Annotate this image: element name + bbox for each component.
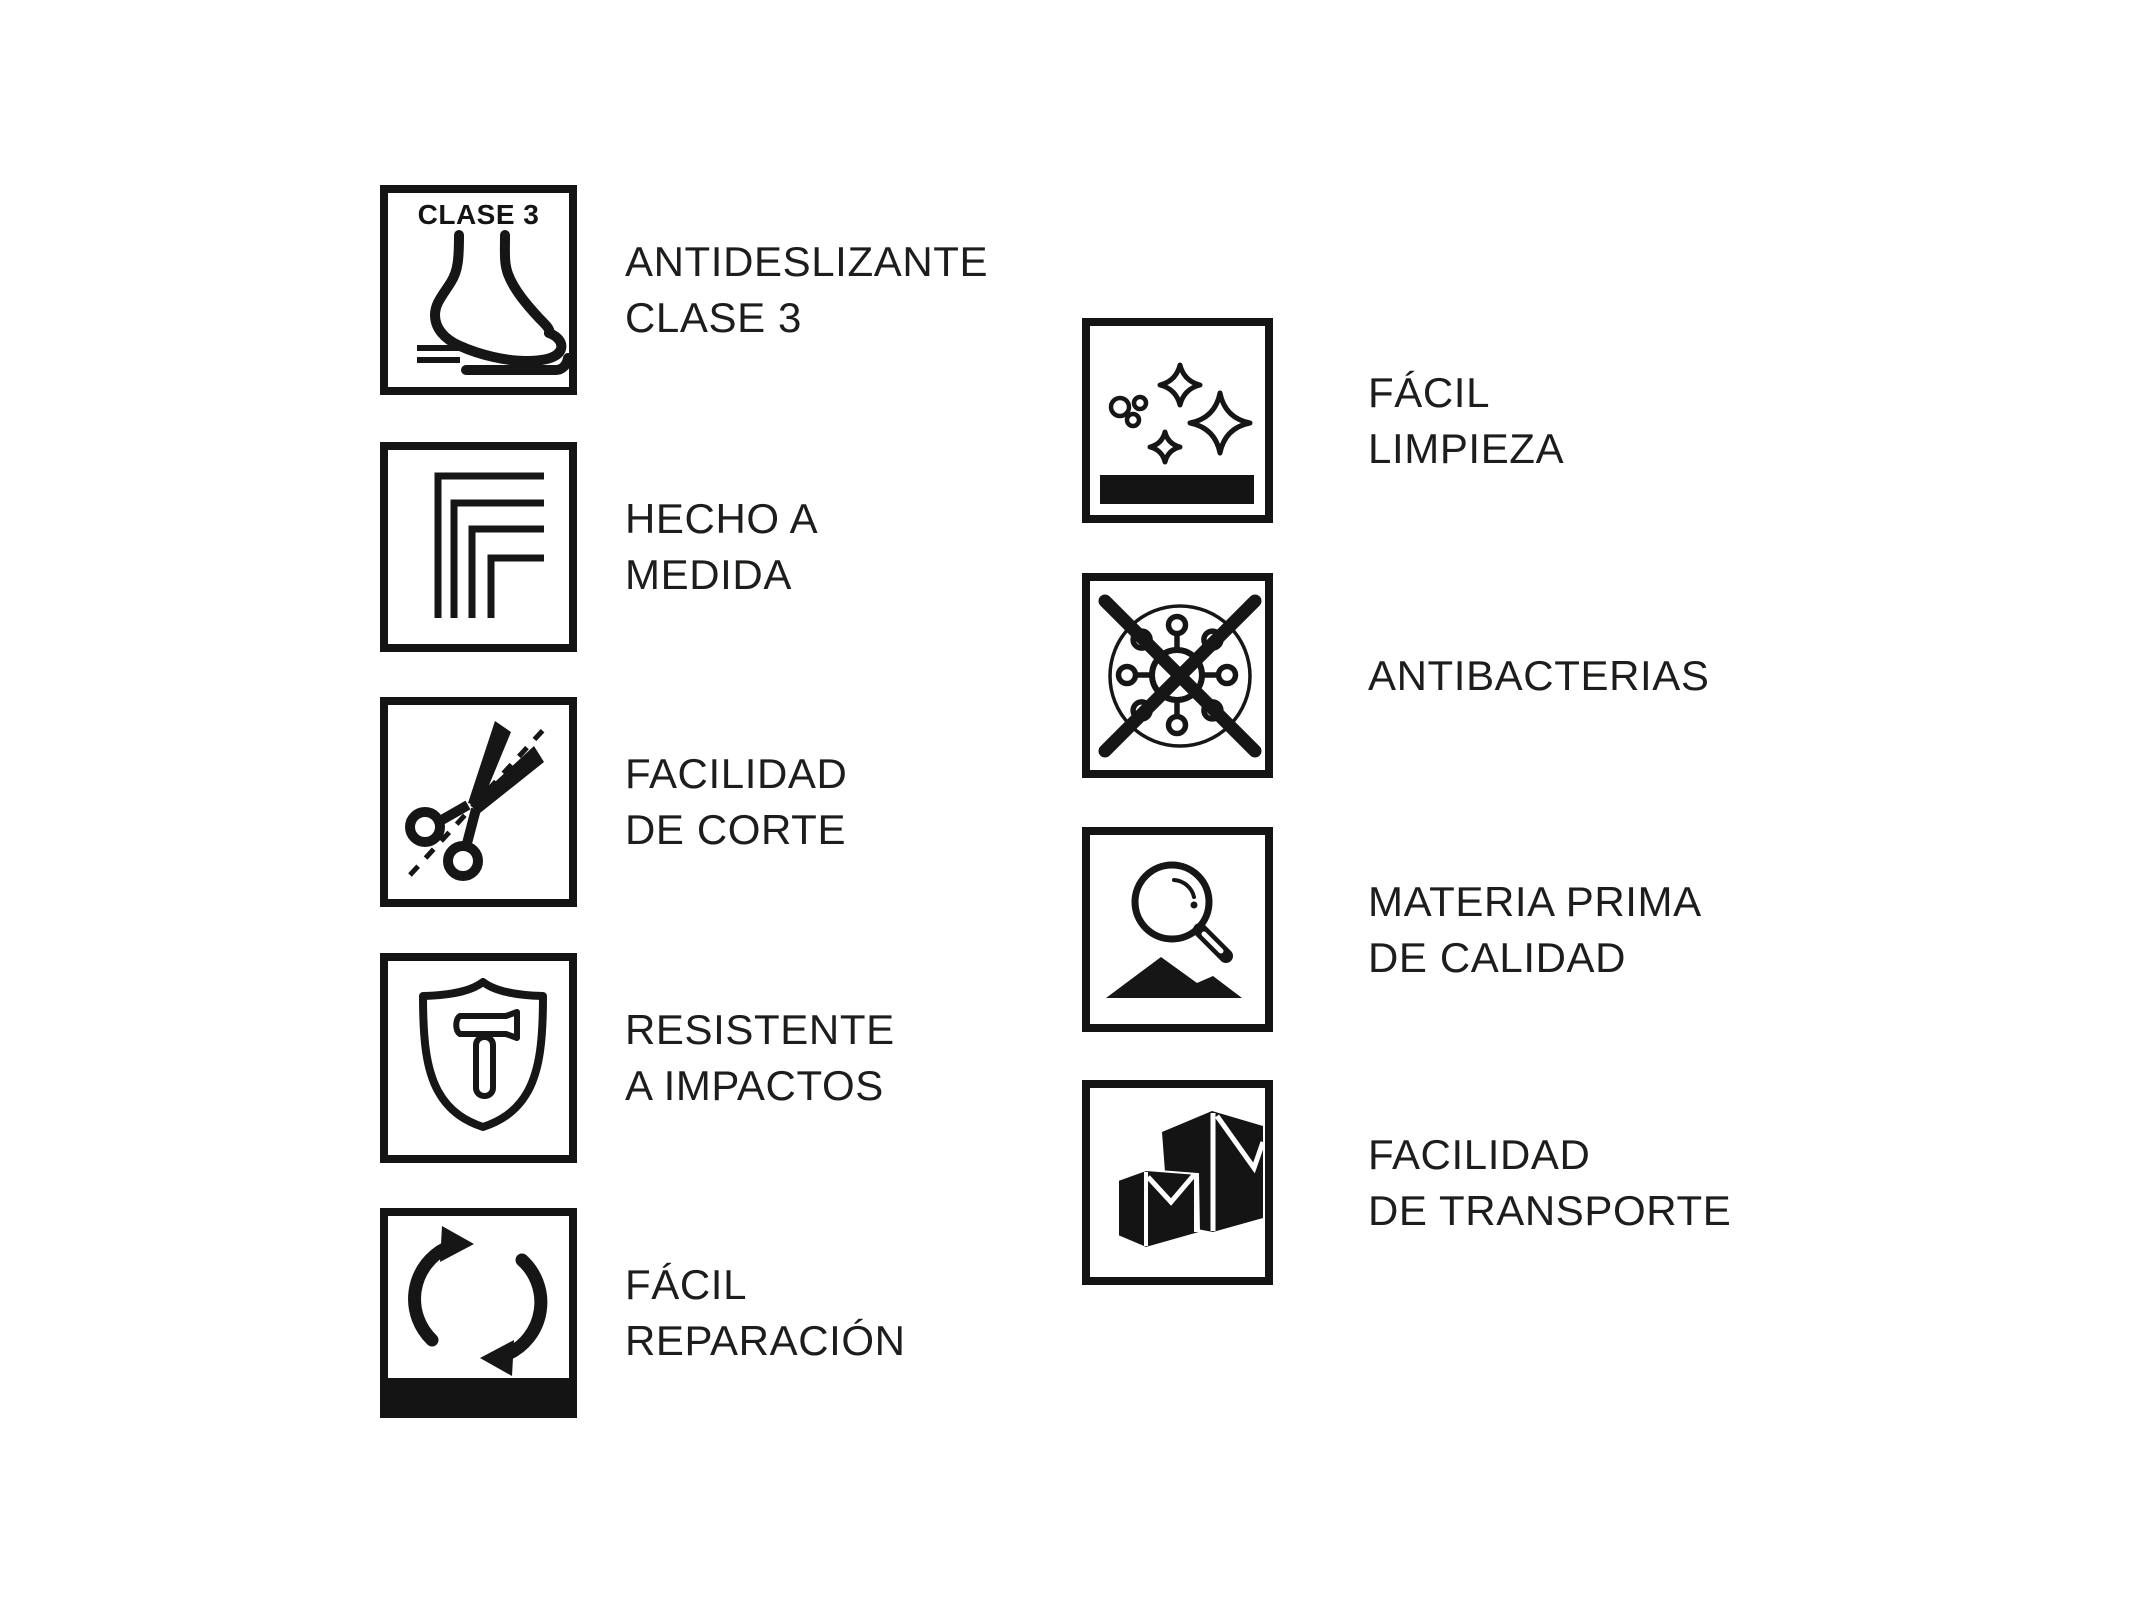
- magnifier-mountains-icon: [1090, 835, 1265, 1024]
- shield-hammer-icon: [388, 961, 569, 1155]
- no-bacteria-icon: [1090, 581, 1265, 770]
- resistente-a-impactos-icon-box: [380, 953, 577, 1163]
- foot-slip-icon: [388, 193, 569, 387]
- antibacterias-label: [1368, 573, 1710, 778]
- label-line: LIMPIEZA: [1368, 424, 1565, 472]
- label-line: FACILIDAD: [1368, 1130, 1591, 1178]
- sparkles-clean-icon: [1090, 326, 1265, 515]
- transport-boxes-icon: [1090, 1088, 1265, 1277]
- label-line: ANTIBACTERIAS: [1368, 651, 1710, 699]
- label-line: ANTIDESLIZANTE: [625, 238, 989, 285]
- label-line: A IMPACTOS: [625, 1062, 884, 1109]
- label-line: DE CALIDAD: [1368, 933, 1627, 981]
- repair-bottom-bar: [380, 1378, 577, 1418]
- custom-size-corners-icon: [388, 450, 569, 644]
- resistente-a-impactos-label: [625, 953, 895, 1163]
- hecho-a-medida-label: [625, 442, 818, 652]
- label-line: FÁCIL: [1368, 368, 1491, 416]
- materia-prima-label: [1368, 827, 1702, 1032]
- label-line: MATERIA PRIMA: [1368, 877, 1702, 925]
- facil-reparacion-icon-box: [380, 1208, 577, 1418]
- label-line: DE TRANSPORTE: [1368, 1186, 1732, 1234]
- label-line: DE CORTE: [625, 806, 847, 853]
- antideslizante-label: [625, 185, 988, 395]
- scissors-cut-icon: [388, 705, 569, 899]
- label-line: FÁCIL: [625, 1261, 748, 1308]
- facil-limpieza-label: [1368, 318, 1564, 523]
- hecho-a-medida-icon-box: [380, 442, 577, 652]
- materia-prima-icon-box: [1082, 827, 1273, 1032]
- clase-3-badge: CLASE 3: [417, 199, 540, 230]
- label-line: MEDIDA: [625, 551, 792, 598]
- transporte-icon-box: [1082, 1080, 1273, 1285]
- label-line: REPARACIÓN: [625, 1317, 906, 1364]
- antibacterias-icon-box: [1082, 573, 1273, 778]
- label-line: FACILIDAD: [625, 750, 848, 797]
- label-line: HECHO A: [625, 495, 819, 542]
- facilidad-de-corte-icon-box: [380, 697, 577, 907]
- facil-reparacion-label: [625, 1208, 906, 1418]
- facil-limpieza-icon-box: [1082, 318, 1273, 523]
- label-line: RESISTENTE: [625, 1006, 895, 1053]
- antideslizante-icon-box: [380, 185, 577, 395]
- label-line: CLASE 3: [625, 294, 802, 341]
- facilidad-de-corte-label: [625, 697, 847, 907]
- transporte-label: [1368, 1080, 1731, 1285]
